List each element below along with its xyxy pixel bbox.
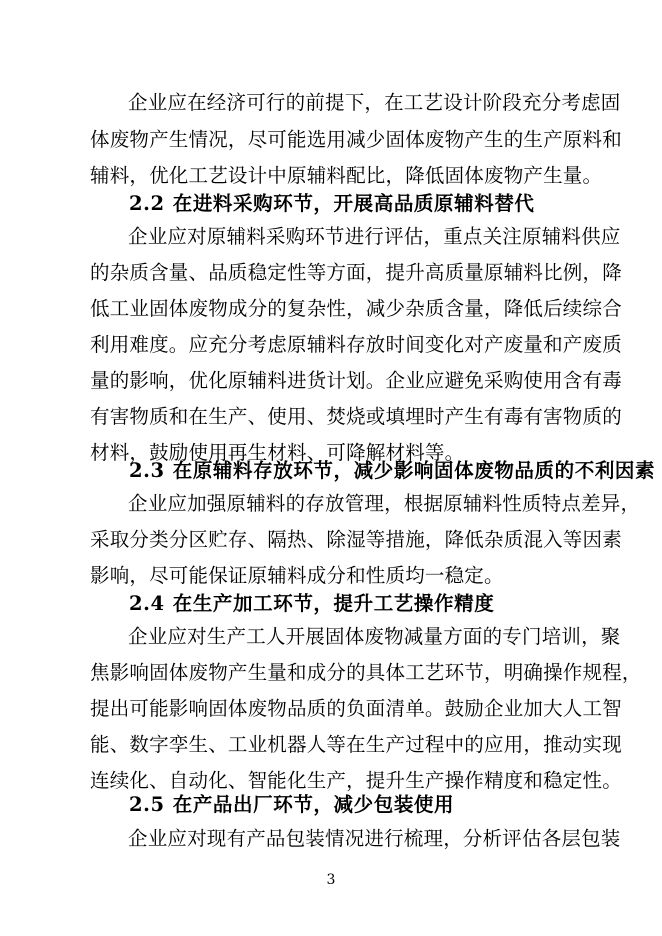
section-title: 在产品出厂环节，减少包装使用 [172,793,455,816]
section-title: 在原辅料存放环节，减少影响固体废物品质的不利因素 [172,459,656,482]
paragraph-line: 辅料，优化工艺设计中原辅料配比，降低固体废物产生量。 [90,164,603,187]
paragraph-line: 提出可能影响固体废物品质的负面清单。鼓励企业加大人工智 [90,697,622,720]
paragraph-line: 利用难度。应充分考虑原辅料存放时间变化对产废量和产废质 [90,333,622,356]
paragraph-line: 体废物产生情况，尽可能选用减少固体废物产生的生产原料和 [90,128,622,151]
paragraph-line: 企业应在经济可行的前提下，在工艺设计阶段充分考虑固 [128,91,621,114]
section-heading-2-2 [129,188,535,220]
paragraph-line: 采取分类分区贮存、隔热、除湿等措施，降低杂质混入等因素 [90,528,622,551]
section-number: 2.3 [129,459,165,482]
section-heading-2-3 [129,455,655,487]
section-heading-2-5 [129,789,454,821]
paragraph-line: 有害物质和在生产、使用、焚烧或填埋时产生有毒有害物质的 [90,405,622,428]
paragraph-line: 企业应对现有产品包装情况进行梳理，分析评估各层包装 [128,827,621,850]
section-number: 2.5 [129,793,165,816]
paragraph-line: 能、数字孪生、工业机器人等在生产过程中的应用，推动实现 [90,733,622,756]
paragraph-line: 企业应对原辅料采购环节进行评估，重点关注原辅料供应 [128,225,621,248]
section-title: 在进料采购环节，开展高品质原辅料替代 [172,192,535,215]
paragraph-line: 的杂质含量、品质稳定性等方面，提升高质量原辅料比例，降 [90,261,622,284]
page-number: 3 [326,872,336,888]
paragraph-line: 企业应加强原辅料的存放管理，根据原辅料性质特点差异， [128,492,641,515]
paragraph-line: 连续化、自动化、智能化生产，提升生产操作精度和稳定性。 [90,769,622,792]
section-number: 2.4 [129,592,165,615]
paragraph-line: 影响，尽可能保证原辅料成分和性质均一稳定。 [90,564,504,587]
paragraph-line: 焦影响固体废物产生量和成分的具体工艺环节，明确操作规程， [90,661,642,684]
paragraph-line: 低工业固体废物成分的复杂性，减少杂质含量，降低后续综合 [90,297,622,320]
paragraph-line: 材料，鼓励使用再生材料、可降解材料等。 [90,441,465,464]
section-heading-2-4 [129,588,494,620]
section-title: 在生产加工环节，提升工艺操作精度 [172,592,495,615]
section-number: 2.2 [129,192,165,215]
paragraph-line: 量的影响，优化原辅料进货计划。企业应避免采购使用含有毒 [90,369,622,392]
paragraph-line: 企业应对生产工人开展固体废物减量方面的专门培训，聚 [128,625,621,648]
